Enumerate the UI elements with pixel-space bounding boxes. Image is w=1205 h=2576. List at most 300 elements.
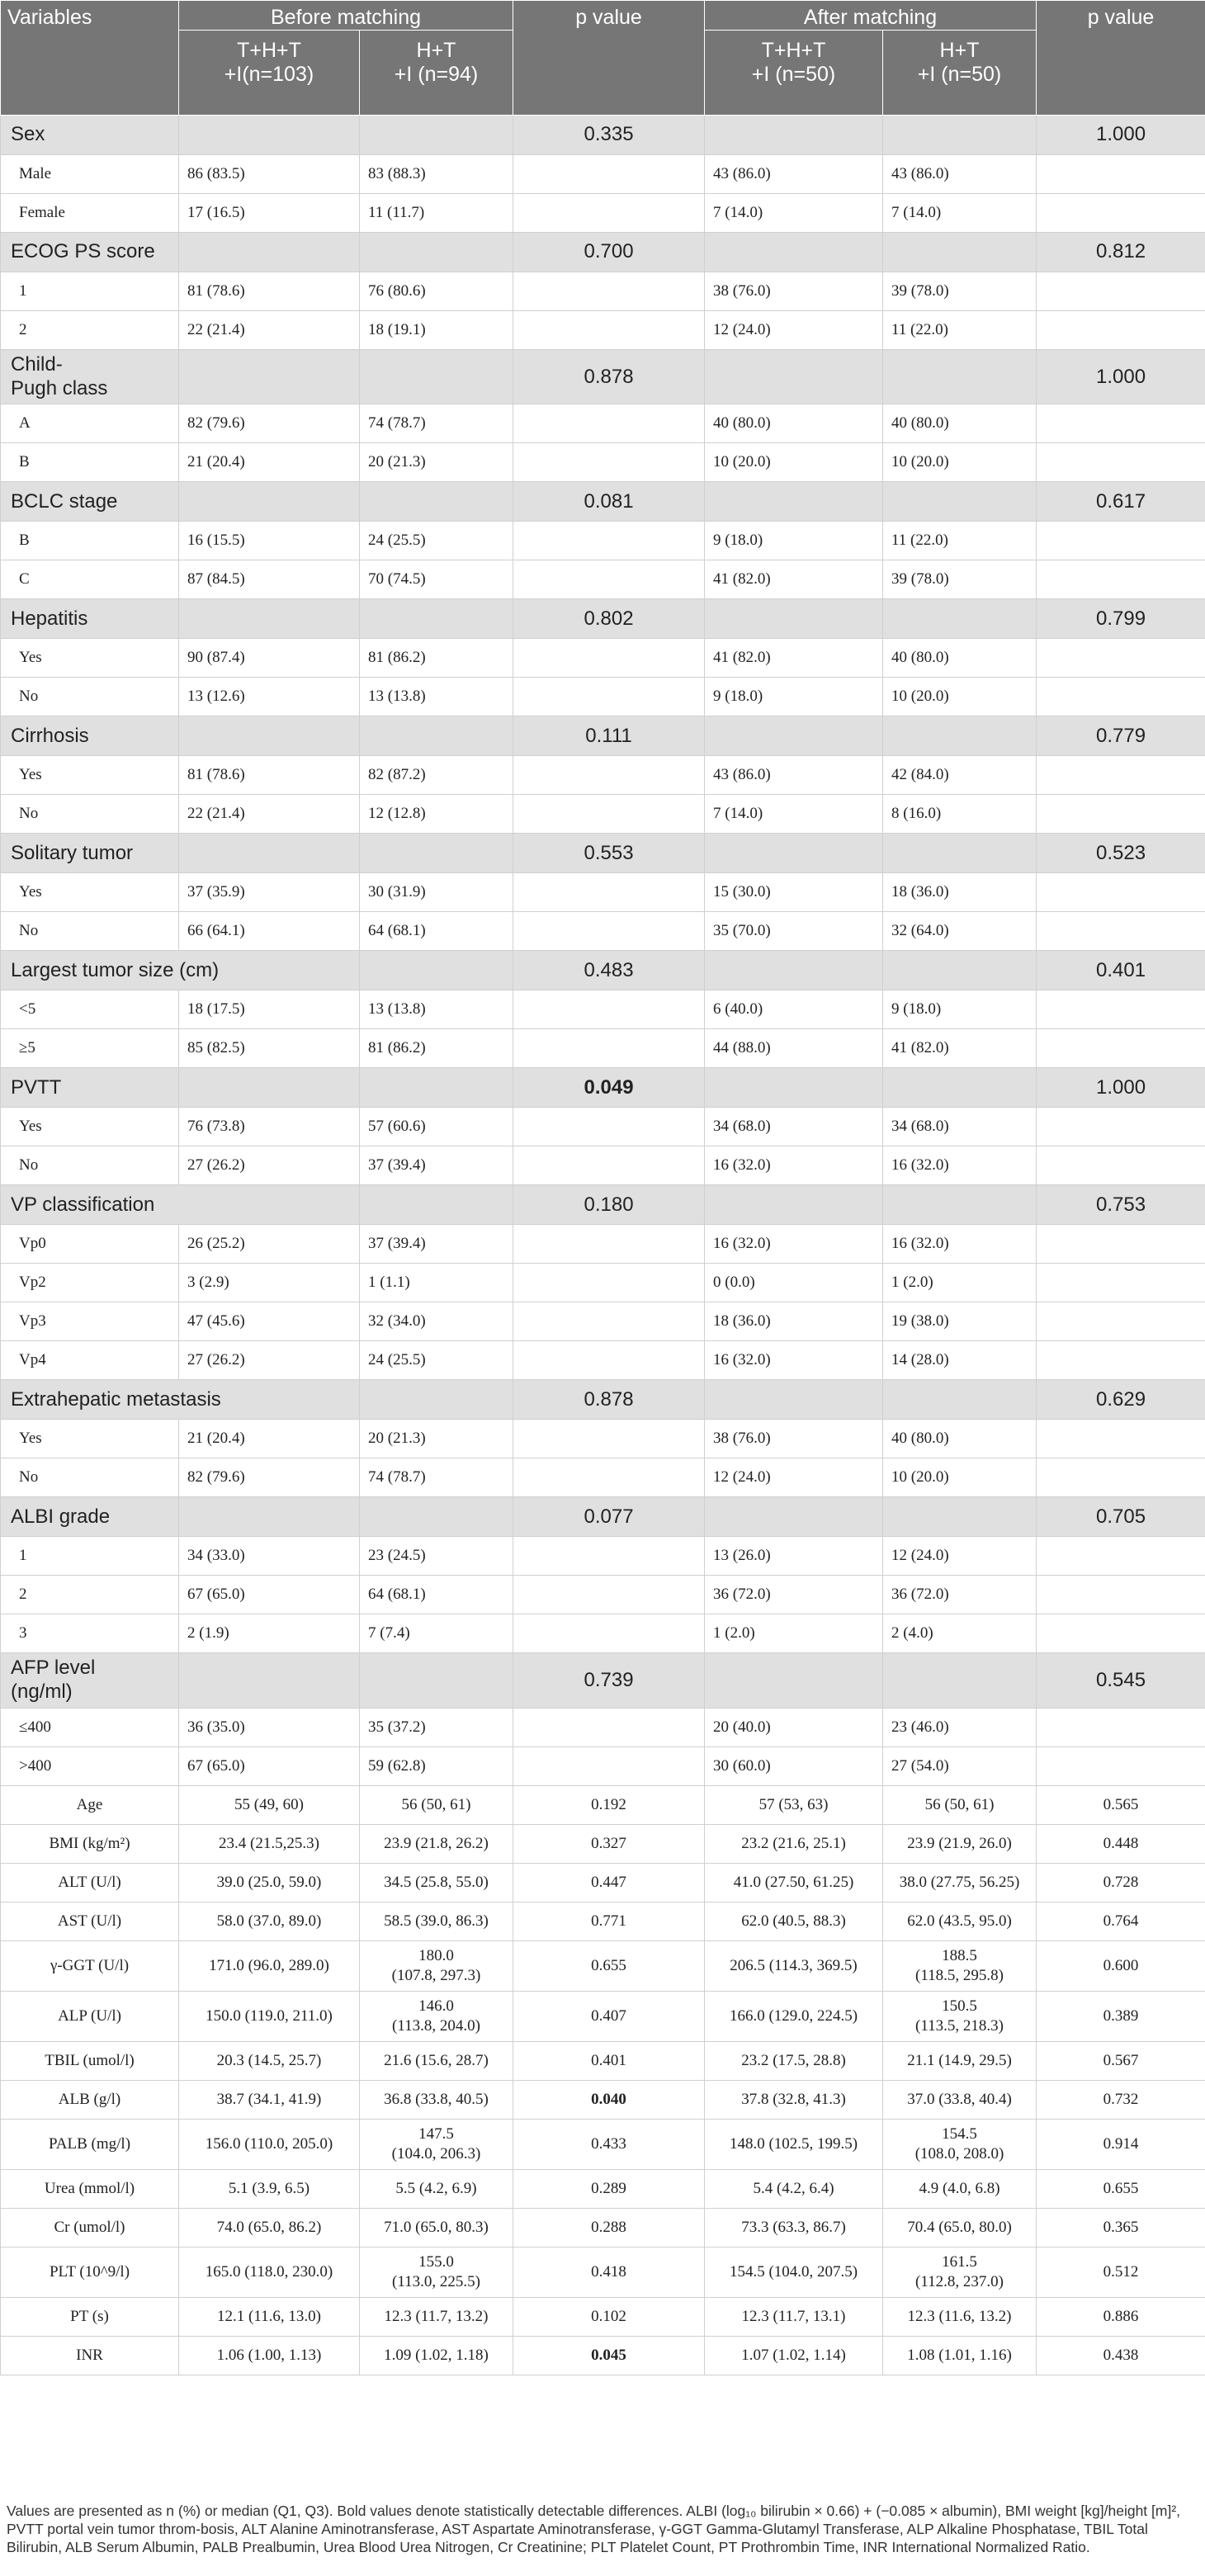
value-before-thti: 37 (35.9) bbox=[179, 873, 360, 912]
empty-cell bbox=[179, 599, 360, 639]
empty-cell bbox=[705, 1497, 883, 1537]
empty-cell bbox=[883, 1185, 1037, 1225]
value-after-thti: 16 (32.0) bbox=[705, 1146, 883, 1185]
empty-cell bbox=[705, 482, 883, 522]
category-row bbox=[1, 482, 1205, 522]
value-after-thti: 41.0 (27.50, 61.25) bbox=[705, 1863, 883, 1902]
value-after-thti: 41 (82.0) bbox=[705, 560, 883, 599]
empty-cell bbox=[705, 232, 883, 272]
empty-cell bbox=[360, 1380, 513, 1420]
value-before-hti: 64 (68.1) bbox=[360, 1576, 513, 1614]
value-after-thti: 6 (40.0) bbox=[705, 990, 883, 1029]
value-before-thti: 38.7 (34.1, 41.9) bbox=[179, 2080, 360, 2119]
empty-cell bbox=[1037, 795, 1205, 834]
empty-cell bbox=[705, 349, 883, 404]
empty-cell bbox=[360, 716, 513, 756]
p-value-after: 0.438 bbox=[1037, 2336, 1205, 2375]
value-before-thti: 3 (2.9) bbox=[179, 1264, 360, 1302]
value-after-thti: 16 (32.0) bbox=[705, 1225, 883, 1264]
value-after-hti: 12 (24.0) bbox=[883, 1537, 1037, 1576]
empty-cell bbox=[179, 232, 360, 272]
value-after-thti: 9 (18.0) bbox=[705, 522, 883, 560]
value-before-hti: 74 (78.7) bbox=[360, 1458, 513, 1497]
subcategory-label: Vp0 bbox=[1, 1225, 179, 1264]
category-row bbox=[1, 834, 1205, 873]
value-before-hti: 24 (25.5) bbox=[360, 1341, 513, 1380]
p-value-before: 0.418 bbox=[513, 2247, 705, 2297]
empty-cell bbox=[179, 834, 360, 873]
p-value-before: 0.288 bbox=[513, 2208, 705, 2247]
value-after-hti: 43 (86.0) bbox=[883, 154, 1037, 193]
p-value-before: 0.040 bbox=[513, 2080, 705, 2119]
category-row bbox=[1, 115, 1205, 154]
value-before-hti: 21.6 (15.6, 28.7) bbox=[360, 2041, 513, 2080]
empty-cell bbox=[513, 1302, 705, 1341]
p-value-before: 0.700 bbox=[513, 232, 705, 272]
empty-cell bbox=[883, 349, 1037, 404]
p-value-after: 0.886 bbox=[1037, 2297, 1205, 2336]
p-value-before: 0.878 bbox=[513, 1380, 705, 1420]
empty-cell bbox=[1037, 1708, 1205, 1746]
p-value-before: 0.771 bbox=[513, 1902, 705, 1940]
header-before-group-thti: T+H+T +I(n=103) bbox=[179, 30, 360, 115]
subcategory-label: ≤400 bbox=[1, 1708, 179, 1746]
p-value-before: 0.335 bbox=[513, 115, 705, 154]
p-value-after: 0.365 bbox=[1037, 2208, 1205, 2247]
subcategory-row bbox=[1, 310, 1205, 349]
value-after-hti: 16 (32.0) bbox=[883, 1225, 1037, 1264]
p-value-before: 0.081 bbox=[513, 482, 705, 522]
p-value-after: 0.753 bbox=[1037, 1185, 1205, 1225]
value-before-thti: 27 (26.2) bbox=[179, 1146, 360, 1185]
p-value-after: 0.567 bbox=[1037, 2041, 1205, 2080]
value-before-thti: 86 (83.5) bbox=[179, 154, 360, 193]
value-after-hti: 12.3 (11.6, 13.2) bbox=[883, 2297, 1037, 2336]
value-after-thti: 1 (2.0) bbox=[705, 1614, 883, 1653]
empty-cell bbox=[1037, 1341, 1205, 1380]
p-value-before: 0.111 bbox=[513, 716, 705, 756]
subcategory-row bbox=[1, 1576, 1205, 1614]
value-after-hti: 7 (14.0) bbox=[883, 193, 1037, 232]
value-after-hti: 11 (22.0) bbox=[883, 522, 1037, 560]
subcategory-row bbox=[1, 1537, 1205, 1576]
continuous-label: PT (s) bbox=[1, 2297, 179, 2336]
empty-cell bbox=[705, 951, 883, 990]
table-footnote: Values are presented as n (%) or median (Q1, Q3). Bold values denote statistically detectable differences. ALBI (log₁₀ bilirubin × 0.66) + (−0.085 × albumin), BMI weight [kg]/height [m]², PVTT portal vein tumor throm-bosis, ALT Alanine Aminotransferase, AST Aspartate Aminotransferase, γ-GGT Gamma-Glutamyl Transferase, ALP Alkaline Phosphatase, TBIL Total Bilirubin, ALB Serum Albumin, PALB Prealbumin, Urea Blood Urea Nitrogen, Cr Creatinine; PLT Platelet Count, PT Prothrombin Time, INR International Normalized Ratio. bbox=[7, 2503, 1181, 2555]
category-label: BCLC stage bbox=[1, 482, 179, 522]
continuous-label: ALT (U/l) bbox=[1, 1863, 179, 1902]
value-before-hti: 34.5 (25.8, 55.0) bbox=[360, 1863, 513, 1902]
value-after-hti: 10 (20.0) bbox=[883, 1458, 1037, 1497]
value-after-thti: 16 (32.0) bbox=[705, 1341, 883, 1380]
p-value-after: 0.728 bbox=[1037, 1863, 1205, 1902]
value-before-thti: 26 (25.2) bbox=[179, 1225, 360, 1264]
subcategory-label: Male bbox=[1, 154, 179, 193]
value-before-thti: 82 (79.6) bbox=[179, 1458, 360, 1497]
continuous-row bbox=[1, 1785, 1205, 1824]
value-before-hti: 23.9 (21.8, 26.2) bbox=[360, 1824, 513, 1863]
value-before-hti: 70 (74.5) bbox=[360, 560, 513, 599]
value-after-thti: 73.3 (63.3, 86.7) bbox=[705, 2208, 883, 2247]
category-row bbox=[1, 349, 1205, 404]
value-after-hti: 62.0 (43.5, 95.0) bbox=[883, 1902, 1037, 1940]
value-after-thti: 10 (20.0) bbox=[705, 443, 883, 482]
category-label: ALBI grade bbox=[1, 1497, 179, 1537]
empty-cell bbox=[705, 115, 883, 154]
category-label: Sex bbox=[1, 115, 179, 154]
value-after-thti: 35 (70.0) bbox=[705, 912, 883, 951]
empty-cell bbox=[360, 1068, 513, 1108]
subcategory-label: ≥5 bbox=[1, 1029, 179, 1068]
empty-cell bbox=[360, 115, 513, 154]
subcategory-row bbox=[1, 154, 1205, 193]
empty-cell bbox=[883, 834, 1037, 873]
value-after-hti: 16 (32.0) bbox=[883, 1146, 1037, 1185]
value-before-hti: 12.3 (11.7, 13.2) bbox=[360, 2297, 513, 2336]
header-p-value-after: p value bbox=[1037, 1, 1205, 116]
empty-cell bbox=[1037, 1302, 1205, 1341]
subcategory-label: C bbox=[1, 560, 179, 599]
subcategory-row bbox=[1, 1302, 1205, 1341]
continuous-label: Cr (umol/l) bbox=[1, 2208, 179, 2247]
header-variables: Variables bbox=[1, 1, 179, 116]
value-after-hti: 19 (38.0) bbox=[883, 1302, 1037, 1341]
empty-cell bbox=[179, 716, 360, 756]
subcategory-row bbox=[1, 912, 1205, 951]
continuous-label: PLT (10^9/l) bbox=[1, 2247, 179, 2297]
p-value-after: 0.629 bbox=[1037, 1380, 1205, 1420]
value-before-hti: 23 (24.5) bbox=[360, 1537, 513, 1576]
empty-cell bbox=[1037, 1108, 1205, 1146]
subcategory-row bbox=[1, 1708, 1205, 1746]
subcategory-label: B bbox=[1, 443, 179, 482]
value-before-thti: 74.0 (65.0, 86.2) bbox=[179, 2208, 360, 2247]
category-label: Hepatitis bbox=[1, 599, 179, 639]
subcategory-label: No bbox=[1, 912, 179, 951]
value-after-thti: 12 (24.0) bbox=[705, 310, 883, 349]
value-after-thti: 43 (86.0) bbox=[705, 154, 883, 193]
subcategory-label: Yes bbox=[1, 756, 179, 795]
empty-cell bbox=[1037, 1146, 1205, 1185]
value-before-thti: 20.3 (14.5, 25.7) bbox=[179, 2041, 360, 2080]
empty-cell bbox=[705, 834, 883, 873]
value-before-thti: 171.0 (96.0, 289.0) bbox=[179, 1940, 360, 1991]
empty-cell bbox=[883, 232, 1037, 272]
value-before-thti: 21 (20.4) bbox=[179, 443, 360, 482]
subcategory-row bbox=[1, 1341, 1205, 1380]
value-after-thti: 30 (60.0) bbox=[705, 1746, 883, 1785]
p-value-after: 0.705 bbox=[1037, 1497, 1205, 1537]
value-after-thti: 1.07 (1.02, 1.14) bbox=[705, 2336, 883, 2375]
value-after-thti: 206.5 (114.3, 369.5) bbox=[705, 1940, 883, 1991]
p-value-before: 0.802 bbox=[513, 599, 705, 639]
value-after-hti: 39 (78.0) bbox=[883, 560, 1037, 599]
value-after-thti: 34 (68.0) bbox=[705, 1108, 883, 1146]
category-label: Child- Pugh class bbox=[1, 349, 179, 404]
empty-cell bbox=[513, 522, 705, 560]
value-before-hti: 13 (13.8) bbox=[360, 990, 513, 1029]
value-before-hti: 37 (39.4) bbox=[360, 1225, 513, 1264]
value-before-hti: 147.5 (104.0, 206.3) bbox=[360, 2119, 513, 2169]
value-before-thti: 67 (65.0) bbox=[179, 1746, 360, 1785]
category-label: AFP level (ng/ml) bbox=[1, 1653, 179, 1709]
empty-cell bbox=[1037, 404, 1205, 443]
value-before-hti: 83 (88.3) bbox=[360, 154, 513, 193]
value-before-thti: 2 (1.9) bbox=[179, 1614, 360, 1653]
value-before-thti: 18 (17.5) bbox=[179, 990, 360, 1029]
continuous-label: Urea (mmol/l) bbox=[1, 2169, 179, 2208]
value-after-thti: 7 (14.0) bbox=[705, 193, 883, 232]
value-before-thti: 1.06 (1.00, 1.13) bbox=[179, 2336, 360, 2375]
p-value-after: 0.812 bbox=[1037, 232, 1205, 272]
value-after-hti: 8 (16.0) bbox=[883, 795, 1037, 834]
empty-cell bbox=[1037, 310, 1205, 349]
value-after-thti: 5.4 (4.2, 6.4) bbox=[705, 2169, 883, 2208]
subcategory-label: Yes bbox=[1, 1420, 179, 1458]
value-before-hti: 82 (87.2) bbox=[360, 756, 513, 795]
empty-cell bbox=[513, 1537, 705, 1576]
value-after-hti: 39 (78.0) bbox=[883, 272, 1037, 310]
p-value-after: 0.448 bbox=[1037, 1824, 1205, 1863]
value-after-hti: 1 (2.0) bbox=[883, 1264, 1037, 1302]
p-value-before: 0.483 bbox=[513, 951, 705, 990]
value-before-hti: 180.0 (107.8, 297.3) bbox=[360, 1940, 513, 1991]
p-value-before: 0.102 bbox=[513, 2297, 705, 2336]
empty-cell bbox=[513, 912, 705, 951]
continuous-label: TBIL (umol/l) bbox=[1, 2041, 179, 2080]
continuous-row bbox=[1, 1940, 1205, 1991]
value-after-thti: 12.3 (11.7, 13.1) bbox=[705, 2297, 883, 2336]
category-row bbox=[1, 1185, 1205, 1225]
empty-cell bbox=[883, 482, 1037, 522]
continuous-row bbox=[1, 1824, 1205, 1863]
value-before-thti: 12.1 (11.6, 13.0) bbox=[179, 2297, 360, 2336]
value-before-thti: 34 (33.0) bbox=[179, 1537, 360, 1576]
value-before-thti: 156.0 (110.0, 205.0) bbox=[179, 2119, 360, 2169]
value-before-hti: 18 (19.1) bbox=[360, 310, 513, 349]
value-before-hti: 32 (34.0) bbox=[360, 1302, 513, 1341]
value-after-hti: 150.5 (113.5, 218.3) bbox=[883, 1991, 1037, 2041]
p-value-before: 0.077 bbox=[513, 1497, 705, 1537]
p-value-before: 0.878 bbox=[513, 349, 705, 404]
continuous-row bbox=[1, 2041, 1205, 2080]
p-value-after: 0.545 bbox=[1037, 1653, 1205, 1709]
subcategory-label: A bbox=[1, 404, 179, 443]
continuous-row bbox=[1, 2208, 1205, 2247]
value-before-hti: 5.5 (4.2, 6.9) bbox=[360, 2169, 513, 2208]
value-after-thti: 13 (26.0) bbox=[705, 1537, 883, 1576]
value-after-hti: 38.0 (27.75, 56.25) bbox=[883, 1863, 1037, 1902]
continuous-row bbox=[1, 2336, 1205, 2375]
p-value-before: 0.289 bbox=[513, 2169, 705, 2208]
empty-cell bbox=[1037, 1614, 1205, 1653]
continuous-row bbox=[1, 1902, 1205, 1940]
subcategory-row bbox=[1, 795, 1205, 834]
empty-cell bbox=[179, 482, 360, 522]
empty-cell bbox=[883, 951, 1037, 990]
value-before-hti: 35 (37.2) bbox=[360, 1708, 513, 1746]
continuous-row bbox=[1, 2247, 1205, 2297]
value-before-hti: 64 (68.1) bbox=[360, 912, 513, 951]
value-before-hti: 36.8 (33.8, 40.5) bbox=[360, 2080, 513, 2119]
subcategory-label: 2 bbox=[1, 310, 179, 349]
empty-cell bbox=[705, 1185, 883, 1225]
empty-cell bbox=[360, 1185, 513, 1225]
value-before-thti: 13 (12.6) bbox=[179, 678, 360, 716]
value-before-hti: 30 (31.9) bbox=[360, 873, 513, 912]
value-before-thti: 81 (78.6) bbox=[179, 272, 360, 310]
subcategory-row bbox=[1, 1420, 1205, 1458]
p-value-before: 0.049 bbox=[513, 1068, 705, 1108]
p-value-after: 1.000 bbox=[1037, 115, 1205, 154]
p-value-after: 1.000 bbox=[1037, 349, 1205, 404]
value-before-thti: 66 (64.1) bbox=[179, 912, 360, 951]
empty-cell bbox=[1037, 912, 1205, 951]
subcategory-row bbox=[1, 522, 1205, 560]
value-after-hti: 56 (50, 61) bbox=[883, 1785, 1037, 1824]
value-before-thti: 16 (15.5) bbox=[179, 522, 360, 560]
subcategory-row bbox=[1, 639, 1205, 678]
value-after-thti: 20 (40.0) bbox=[705, 1708, 883, 1746]
empty-cell bbox=[1037, 1576, 1205, 1614]
p-value-after: 0.512 bbox=[1037, 2247, 1205, 2297]
category-row bbox=[1, 951, 1205, 990]
subcategory-row bbox=[1, 873, 1205, 912]
value-after-hti: 18 (36.0) bbox=[883, 873, 1037, 912]
value-before-thti: 17 (16.5) bbox=[179, 193, 360, 232]
value-after-thti: 38 (76.0) bbox=[705, 272, 883, 310]
empty-cell bbox=[1037, 443, 1205, 482]
value-before-hti: 76 (80.6) bbox=[360, 272, 513, 310]
value-after-hti: 161.5 (112.8, 237.0) bbox=[883, 2247, 1037, 2297]
empty-cell bbox=[513, 193, 705, 232]
empty-cell bbox=[1037, 873, 1205, 912]
value-before-thti: 21 (20.4) bbox=[179, 1420, 360, 1458]
header-before-group-hti: H+T +I (n=94) bbox=[360, 30, 513, 115]
empty-cell bbox=[883, 1380, 1037, 1420]
value-after-hti: 14 (28.0) bbox=[883, 1341, 1037, 1380]
category-row bbox=[1, 716, 1205, 756]
subcategory-label: Female bbox=[1, 193, 179, 232]
value-after-hti: 9 (18.0) bbox=[883, 990, 1037, 1029]
continuous-row bbox=[1, 2169, 1205, 2208]
empty-cell bbox=[513, 1420, 705, 1458]
empty-cell bbox=[360, 951, 513, 990]
value-after-hti: 42 (84.0) bbox=[883, 756, 1037, 795]
value-after-thti: 15 (30.0) bbox=[705, 873, 883, 912]
p-value-before: 0.447 bbox=[513, 1863, 705, 1902]
value-before-thti: 22 (21.4) bbox=[179, 795, 360, 834]
value-before-thti: 82 (79.6) bbox=[179, 404, 360, 443]
subcategory-row bbox=[1, 193, 1205, 232]
empty-cell bbox=[360, 1653, 513, 1709]
subcategory-label: No bbox=[1, 1458, 179, 1497]
value-after-hti: 1.08 (1.01, 1.16) bbox=[883, 2336, 1037, 2375]
value-before-hti: 12 (12.8) bbox=[360, 795, 513, 834]
p-value-after: 0.617 bbox=[1037, 482, 1205, 522]
value-after-thti: 23.2 (17.5, 28.8) bbox=[705, 2041, 883, 2080]
table-header bbox=[1, 1, 1205, 116]
value-after-hti: 21.1 (14.9, 29.5) bbox=[883, 2041, 1037, 2080]
empty-cell bbox=[513, 1458, 705, 1497]
empty-cell bbox=[360, 349, 513, 404]
value-after-hti: 70.4 (65.0, 80.0) bbox=[883, 2208, 1037, 2247]
p-value-after: 0.732 bbox=[1037, 2080, 1205, 2119]
value-before-hti: 1 (1.1) bbox=[360, 1264, 513, 1302]
value-after-thti: 43 (86.0) bbox=[705, 756, 883, 795]
empty-cell bbox=[705, 1653, 883, 1709]
subcategory-row bbox=[1, 990, 1205, 1029]
value-after-hti: 10 (20.0) bbox=[883, 678, 1037, 716]
p-value-before: 0.739 bbox=[513, 1653, 705, 1709]
empty-cell bbox=[360, 232, 513, 272]
subcategory-label: Vp4 bbox=[1, 1341, 179, 1380]
subcategory-label: Yes bbox=[1, 1108, 179, 1146]
value-after-hti: 154.5 (108.0, 208.0) bbox=[883, 2119, 1037, 2169]
category-label: ECOG PS score bbox=[1, 232, 179, 272]
value-before-hti: 59 (62.8) bbox=[360, 1746, 513, 1785]
continuous-row bbox=[1, 1991, 1205, 2041]
empty-cell bbox=[513, 1341, 705, 1380]
value-after-thti: 44 (88.0) bbox=[705, 1029, 883, 1068]
empty-cell bbox=[513, 873, 705, 912]
category-row bbox=[1, 599, 1205, 639]
empty-cell bbox=[513, 1264, 705, 1302]
continuous-label: AST (U/l) bbox=[1, 1902, 179, 1940]
p-value-after: 0.523 bbox=[1037, 834, 1205, 873]
value-before-thti: 150.0 (119.0, 211.0) bbox=[179, 1991, 360, 2041]
value-before-thti: 67 (65.0) bbox=[179, 1576, 360, 1614]
continuous-row bbox=[1, 1863, 1205, 1902]
empty-cell bbox=[513, 1108, 705, 1146]
header-after-group-hti: H+T +I (n=50) bbox=[883, 30, 1037, 115]
empty-cell bbox=[1037, 154, 1205, 193]
value-before-hti: 155.0 (113.0, 225.5) bbox=[360, 2247, 513, 2297]
category-row bbox=[1, 1380, 1205, 1420]
empty-cell bbox=[513, 404, 705, 443]
value-before-hti: 146.0 (113.8, 204.0) bbox=[360, 1991, 513, 2041]
p-value-after: 0.914 bbox=[1037, 2119, 1205, 2169]
subcategory-label: B bbox=[1, 522, 179, 560]
empty-cell bbox=[179, 1497, 360, 1537]
empty-cell bbox=[513, 1614, 705, 1653]
value-before-thti: 81 (78.6) bbox=[179, 756, 360, 795]
value-after-hti: 40 (80.0) bbox=[883, 404, 1037, 443]
empty-cell bbox=[513, 990, 705, 1029]
subcategory-row bbox=[1, 1225, 1205, 1264]
value-after-thti: 36 (72.0) bbox=[705, 1576, 883, 1614]
subcategory-row bbox=[1, 756, 1205, 795]
empty-cell bbox=[1037, 1225, 1205, 1264]
header-after-matching: After matching bbox=[705, 1, 1037, 31]
value-before-hti: 71.0 (65.0, 80.3) bbox=[360, 2208, 513, 2247]
empty-cell bbox=[513, 310, 705, 349]
value-after-hti: 34 (68.0) bbox=[883, 1108, 1037, 1146]
value-before-hti: 81 (86.2) bbox=[360, 1029, 513, 1068]
empty-cell bbox=[883, 1497, 1037, 1537]
empty-cell bbox=[513, 756, 705, 795]
category-label: Cirrhosis bbox=[1, 716, 179, 756]
p-value-before: 0.553 bbox=[513, 834, 705, 873]
value-after-thti: 23.2 (21.6, 25.1) bbox=[705, 1824, 883, 1863]
value-before-thti: 55 (49, 60) bbox=[179, 1785, 360, 1824]
subcategory-row bbox=[1, 1029, 1205, 1068]
value-before-thti: 5.1 (3.9, 6.5) bbox=[179, 2169, 360, 2208]
value-after-thti: 62.0 (40.5, 88.3) bbox=[705, 1902, 883, 1940]
value-before-hti: 20 (21.3) bbox=[360, 1420, 513, 1458]
empty-cell bbox=[513, 1708, 705, 1746]
p-value-after: 0.389 bbox=[1037, 1991, 1205, 2041]
